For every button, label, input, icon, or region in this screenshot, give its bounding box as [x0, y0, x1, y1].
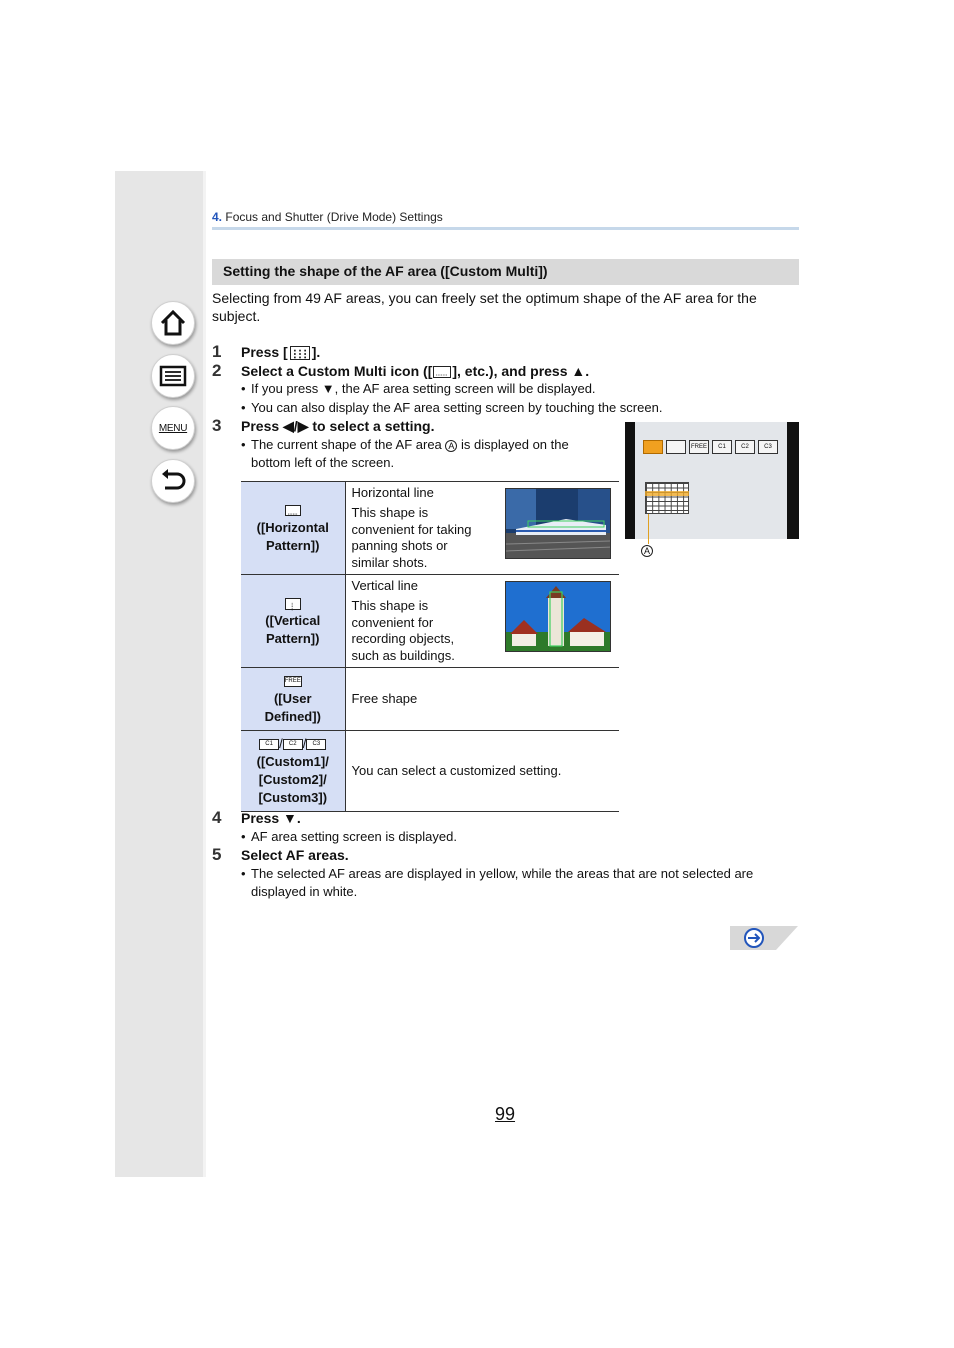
chapter-number: 4. — [212, 210, 223, 224]
page-number: 99 — [495, 1104, 516, 1124]
step-2-post: ], etc.), and press ▲. — [452, 363, 590, 379]
bullet-step2-a: • If you press ▼, the AF area setting screen will be displayed. — [241, 381, 596, 396]
step-4-text: Press ▼. — [241, 810, 301, 826]
section-title: Setting the shape of the AF area ([Custom Multi]) — [212, 259, 799, 285]
table-row-vertical — [241, 575, 619, 668]
step-1-text — [241, 344, 320, 360]
custom-label-cell: C1 / C2 / C3 ([Custom1]/ [Custom2]/ [Custom3]) — [241, 731, 345, 812]
step-2-text — [241, 363, 589, 379]
chapter-title: Focus and Shutter (Drive Mode) Settings — [225, 210, 443, 224]
c2-icon: C2 — [283, 739, 303, 750]
train-photo — [505, 488, 611, 559]
free-icon: FREE — [284, 676, 302, 687]
callout-line — [648, 514, 649, 544]
step-3-number: 3 — [212, 416, 222, 435]
vertical-label-cell: ([Vertical Pattern]) — [241, 575, 345, 668]
vertical-pattern-icon — [285, 598, 301, 610]
c1-icon: C1 — [259, 739, 279, 750]
vertical-desc-cell: Vertical line This shape is convenient for recording objects, such as buildings. — [345, 575, 619, 668]
af-area-grid — [645, 482, 689, 514]
af-area-selected-row — [645, 491, 689, 496]
callout-marker: A — [445, 440, 457, 452]
step-4-number: 4 — [212, 808, 222, 827]
user-label-cell: FREE ([User Defined]) — [241, 668, 345, 731]
step-1-number: 1 — [212, 342, 222, 361]
callout-a: A — [641, 542, 653, 560]
menu-label: MENU — [158, 422, 188, 434]
bullet-step2-b: • You can also display the AF area setting screen by touching the screen. — [241, 400, 663, 415]
home-icon — [158, 308, 188, 338]
menu-button[interactable] — [151, 406, 195, 450]
custom-desc-cell: You can select a customized setting. — [345, 731, 619, 812]
step-3-text: Press ◀/▶ to select a setting. — [241, 418, 435, 434]
custom-multi-icon — [290, 346, 310, 360]
horizontal-pattern-icon — [433, 366, 451, 378]
home-button[interactable] — [151, 301, 195, 345]
screen-vertical-icon — [666, 440, 686, 454]
screen-user-icon: FREE — [689, 440, 709, 454]
horizontal-label-cell: ([Horizontal Pattern]) — [241, 482, 345, 575]
chapter-header — [212, 210, 443, 224]
header-rule — [212, 227, 799, 230]
list-icon — [158, 361, 188, 391]
back-button[interactable] — [151, 459, 195, 503]
bullet-step3-a: • The current shape of the AF area A is displayed on the bottom left of the screen. — [241, 437, 569, 470]
building-photo — [505, 581, 611, 652]
screen-display — [635, 422, 787, 539]
step-5-number: 5 — [212, 845, 222, 864]
step-5-text: Select AF areas. — [241, 847, 349, 863]
intro-text: Selecting from 49 AF areas, you can freely set the optimum shape of the AF area for the subject. — [212, 290, 757, 324]
next-arrow-icon — [730, 926, 798, 950]
af-shape-table — [241, 481, 619, 812]
screen-horizontal-icon — [643, 440, 663, 454]
af-setting-screen — [625, 422, 799, 539]
horizontal-desc-cell: Horizontal line This shape is convenient for taking panning shots or similar shots. — [345, 482, 619, 575]
screen-c3-icon: C3 — [758, 440, 778, 454]
table-row-horizontal — [241, 482, 619, 575]
bullet-step5-a: • The selected AF areas are displayed in yellow, while the areas that are not selected are displayed in white. — [241, 866, 754, 899]
bullet-step4-a: • AF area setting screen is displayed. — [241, 829, 457, 844]
step-2-pre: Select a Custom Multi icon ([ — [241, 363, 433, 379]
next-page-button[interactable] — [730, 926, 798, 950]
step-2-number: 2 — [212, 361, 222, 380]
c3-icon: C3 — [306, 739, 326, 750]
table-row-custom — [241, 731, 619, 812]
horizontal-pattern-icon — [285, 505, 301, 516]
return-icon — [158, 466, 188, 496]
screen-c2-icon: C2 — [735, 440, 755, 454]
sidebar-divider — [203, 171, 206, 1177]
user-desc-cell: Free shape — [345, 668, 619, 731]
step-1-post: ]. — [311, 344, 321, 360]
table-row-user — [241, 668, 619, 731]
step-1-pre: Press [ — [241, 344, 288, 360]
contents-button[interactable] — [151, 354, 195, 398]
screen-c1-icon: C1 — [712, 440, 732, 454]
